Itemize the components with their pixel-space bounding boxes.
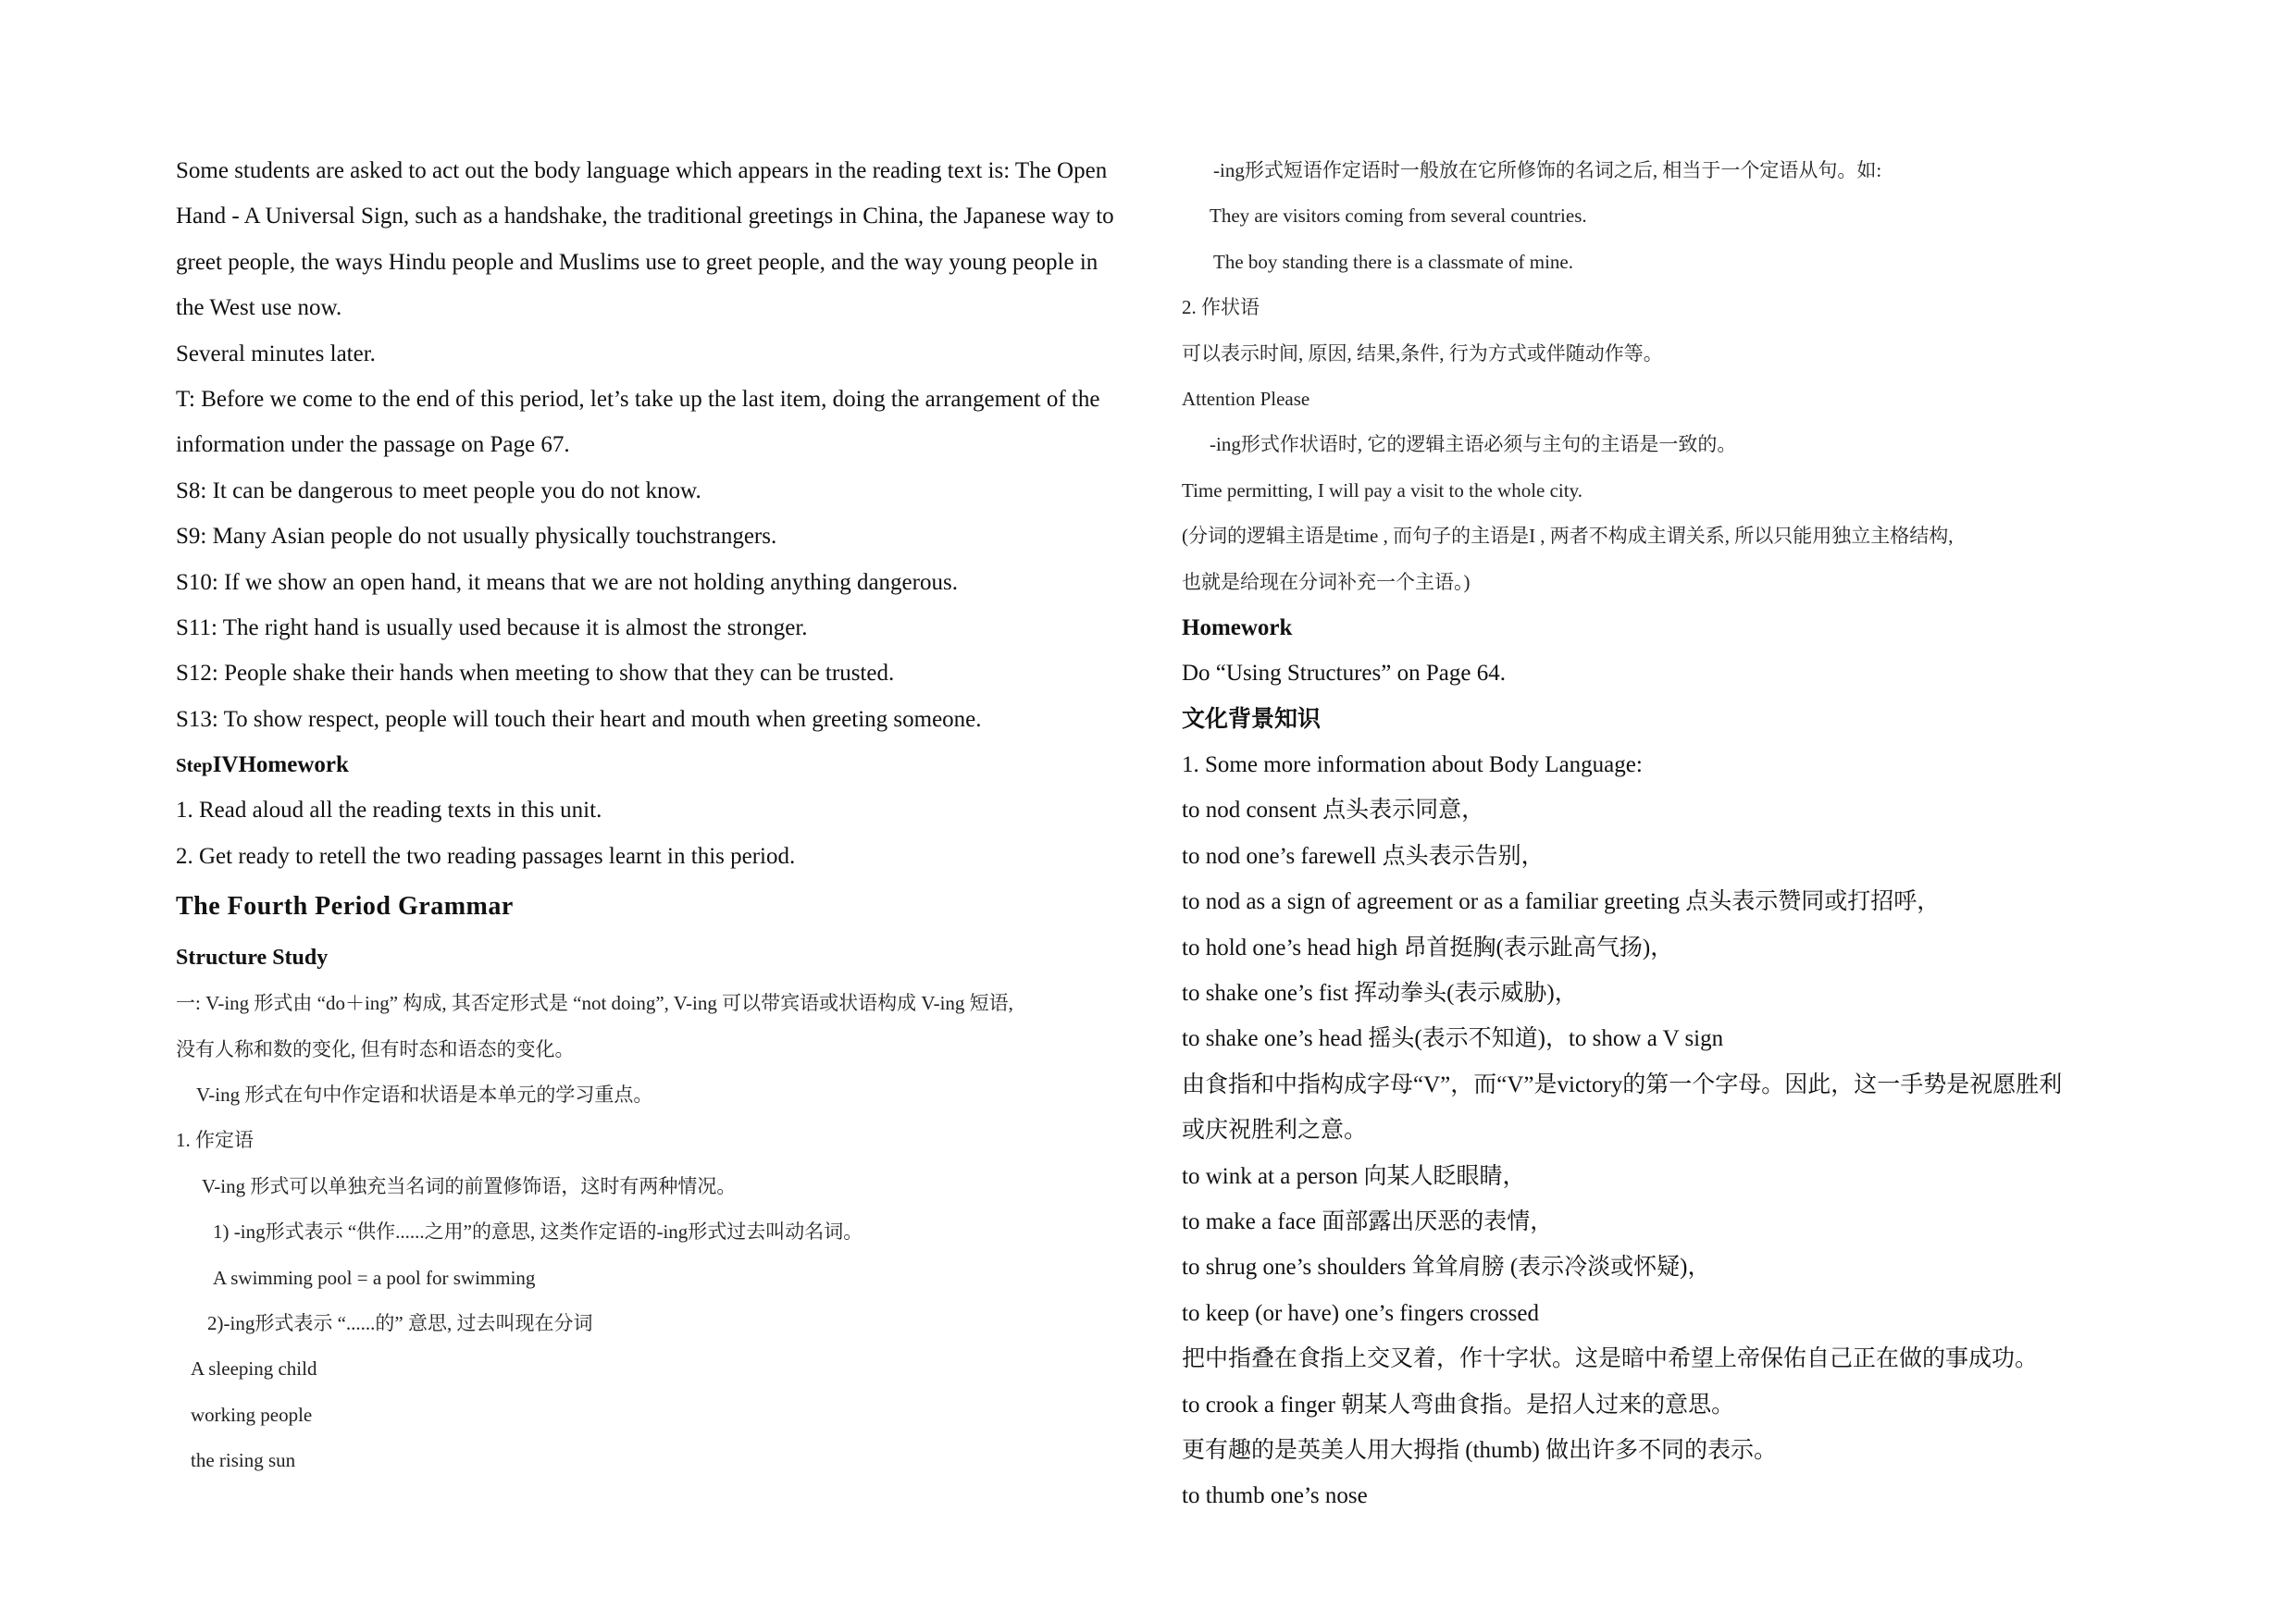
grammar-line: -ing形式短语作定语时一般放在它所修饰的名词之后, 相当于一个定语从句。如: [1213, 159, 1882, 181]
grammar-line: 可以表示时间, 原因, 结果,条件, 行为方式或伴随动作等。 [1182, 341, 1663, 365]
student-line: S13: To show respect, people will touch their heart and mouth when greeting someone. [176, 706, 982, 732]
culture-line: to crook a finger 朝某人弯曲食指。是招人过来的意思。 [1182, 1392, 1735, 1418]
left-column [176, 148, 1157, 1484]
several-minutes-line: Several minutes later. [176, 341, 376, 366]
culture-line: to nod one’s farewell 点头表示告别， [1182, 843, 1545, 869]
culture-line: to nod consent 点头表示同意， [1182, 798, 1485, 824]
grammar-example: A sleeping child [191, 1357, 317, 1381]
student-line: S11: The right hand is usually used because it is almost the stronger. [176, 614, 808, 640]
culture-line: 把中指叠在食指上交叉着，作十字状。这是暗中希望上帝保佑自己正在做的事成功。 [1182, 1346, 2039, 1372]
culture-line: to shake one’s fist 挥动拳头(表示威胁)， [1182, 981, 1578, 1007]
grammar-line: 一: V-ing 形式由 “do＋ing” 构成, 其否定形式是 “not doing”, V-ing 可以带宾语或状语构成 V-ing 短语, [176, 992, 1013, 1015]
grammar-line: 1. 作定语 [176, 1129, 254, 1152]
period-title: The Fourth Period Grammar [176, 892, 514, 922]
step-rest: IVHomework [212, 752, 349, 778]
grammar-example: The boy standing there is a classmate of mine. [1213, 250, 1573, 273]
culture-line: to thumb one’s nose [1182, 1483, 1368, 1509]
student-line: S9: Many Asian people do not usually physically touchstrangers. [176, 524, 777, 550]
grammar-line: 1) -ing形式表示 “供作......之用”的意思, 这类作定语的-ing形式过去叫动名词。 [213, 1220, 863, 1244]
grammar-line: A swimming pool = a pool for swimming [213, 1266, 536, 1289]
grammar-line: 也就是给现在分词补充一个主语。) [1182, 570, 1471, 593]
intro-line: greet people, the ways Hindu people and Muslims use to greet people, and the way young people in [176, 249, 1098, 275]
culture-line: to shake one’s head 摇头(表示不知道)，to show a V sign [1182, 1026, 1724, 1052]
culture-line: 更有趣的是英美人用大拇指 (thumb) 做出许多不同的表示。 [1182, 1437, 1778, 1463]
grammar-example: working people [191, 1403, 313, 1426]
grammar-line: 没有人称和数的变化, 但有时态和语态的变化。 [176, 1037, 575, 1060]
culture-heading: 文化背景知识 [1182, 706, 1322, 732]
teacher-line: information under the passage on Page 67. [176, 432, 570, 458]
intro-line: Some students are asked to act out the body language which appears in the reading text is: The Open [176, 158, 1108, 183]
grammar-line: (分词的逻辑主语是time , 而句子的主语是I , 两者不构成主谓关系, 所以只能用独立主格结构, [1182, 525, 1954, 548]
culture-line: to nod as a sign of agreement or as a familiar greeting 点头表示赞同或打招呼， [1182, 889, 1941, 915]
homework-text: Do “Using Structures” on Page 64. [1182, 661, 1506, 687]
culture-line: 或庆祝胜利之意。 [1182, 1118, 1368, 1144]
culture-line: to make a face 面部露出厌恶的表情， [1182, 1208, 1554, 1234]
structure-study-heading: Structure Study [176, 946, 329, 971]
grammar-line: 2. 作状语 [1182, 296, 1260, 319]
step-word: Step [176, 754, 213, 777]
attention-line: Attention Please [1182, 387, 1310, 410]
step-iv-heading [176, 742, 1157, 787]
student-line: S12: People shake their hands when meeting to show that they can be trusted. [176, 661, 895, 687]
homework-heading: Homework [1182, 614, 1293, 640]
culture-line: to shrug one’s shoulders 耸耸肩膀 (表示冷淡或怀疑)， [1182, 1255, 1711, 1281]
teacher-line: T: Before we come to the end of this period, let’s take up the last item, doing the arrangement of the [176, 386, 1100, 412]
grammar-example: the rising sun [191, 1449, 296, 1472]
culture-line: 1. Some more information about Body Language: [1182, 752, 1643, 778]
grammar-example: They are visitors coming from several countries. [1210, 204, 1587, 228]
intro-line: Hand - A Universal Sign, such as a handshake, the traditional greetings in China, the Japanese way to [176, 204, 1114, 229]
culture-line: to hold one’s head high 昂首挺胸(表示趾高气扬)， [1182, 935, 1674, 960]
grammar-line: V-ing 形式在句中作定语和状语是本单元的学习重点。 [196, 1084, 653, 1107]
grammar-line: V-ing 形式可以单独充当名词的前置修饰语，这时有两种情况。 [202, 1174, 737, 1197]
right-column [1182, 148, 2163, 1519]
homework-item: 2. Get ready to retell the two reading passages learnt in this period. [176, 843, 796, 869]
student-line: S8: It can be dangerous to meet people you do not know. [176, 477, 701, 503]
intro-line: the West use now. [176, 295, 342, 321]
culture-line: 由食指和中指构成字母“V”，而“V”是victory的第一个字母。因此，这一手势是祝愿胜利 [1182, 1072, 2063, 1097]
culture-line: to wink at a person 向某人眨眼睛， [1182, 1163, 1526, 1189]
grammar-example: Time permitting, I will pay a visit to the whole city. [1182, 478, 1582, 502]
grammar-line: -ing形式作状语时, 它的逻辑主语必须与主句的主语是一致的。 [1210, 433, 1737, 456]
homework-item: 1. Read aloud all the reading texts in this unit. [176, 798, 602, 824]
culture-line: to keep (or have) one’s fingers crossed [1182, 1300, 1539, 1326]
grammar-line: 2)-ing形式表示 “......的” 意思, 过去叫现在分词 [207, 1311, 593, 1334]
student-line: S10: If we show an open hand, it means that we are not holding anything dangerous. [176, 569, 958, 595]
